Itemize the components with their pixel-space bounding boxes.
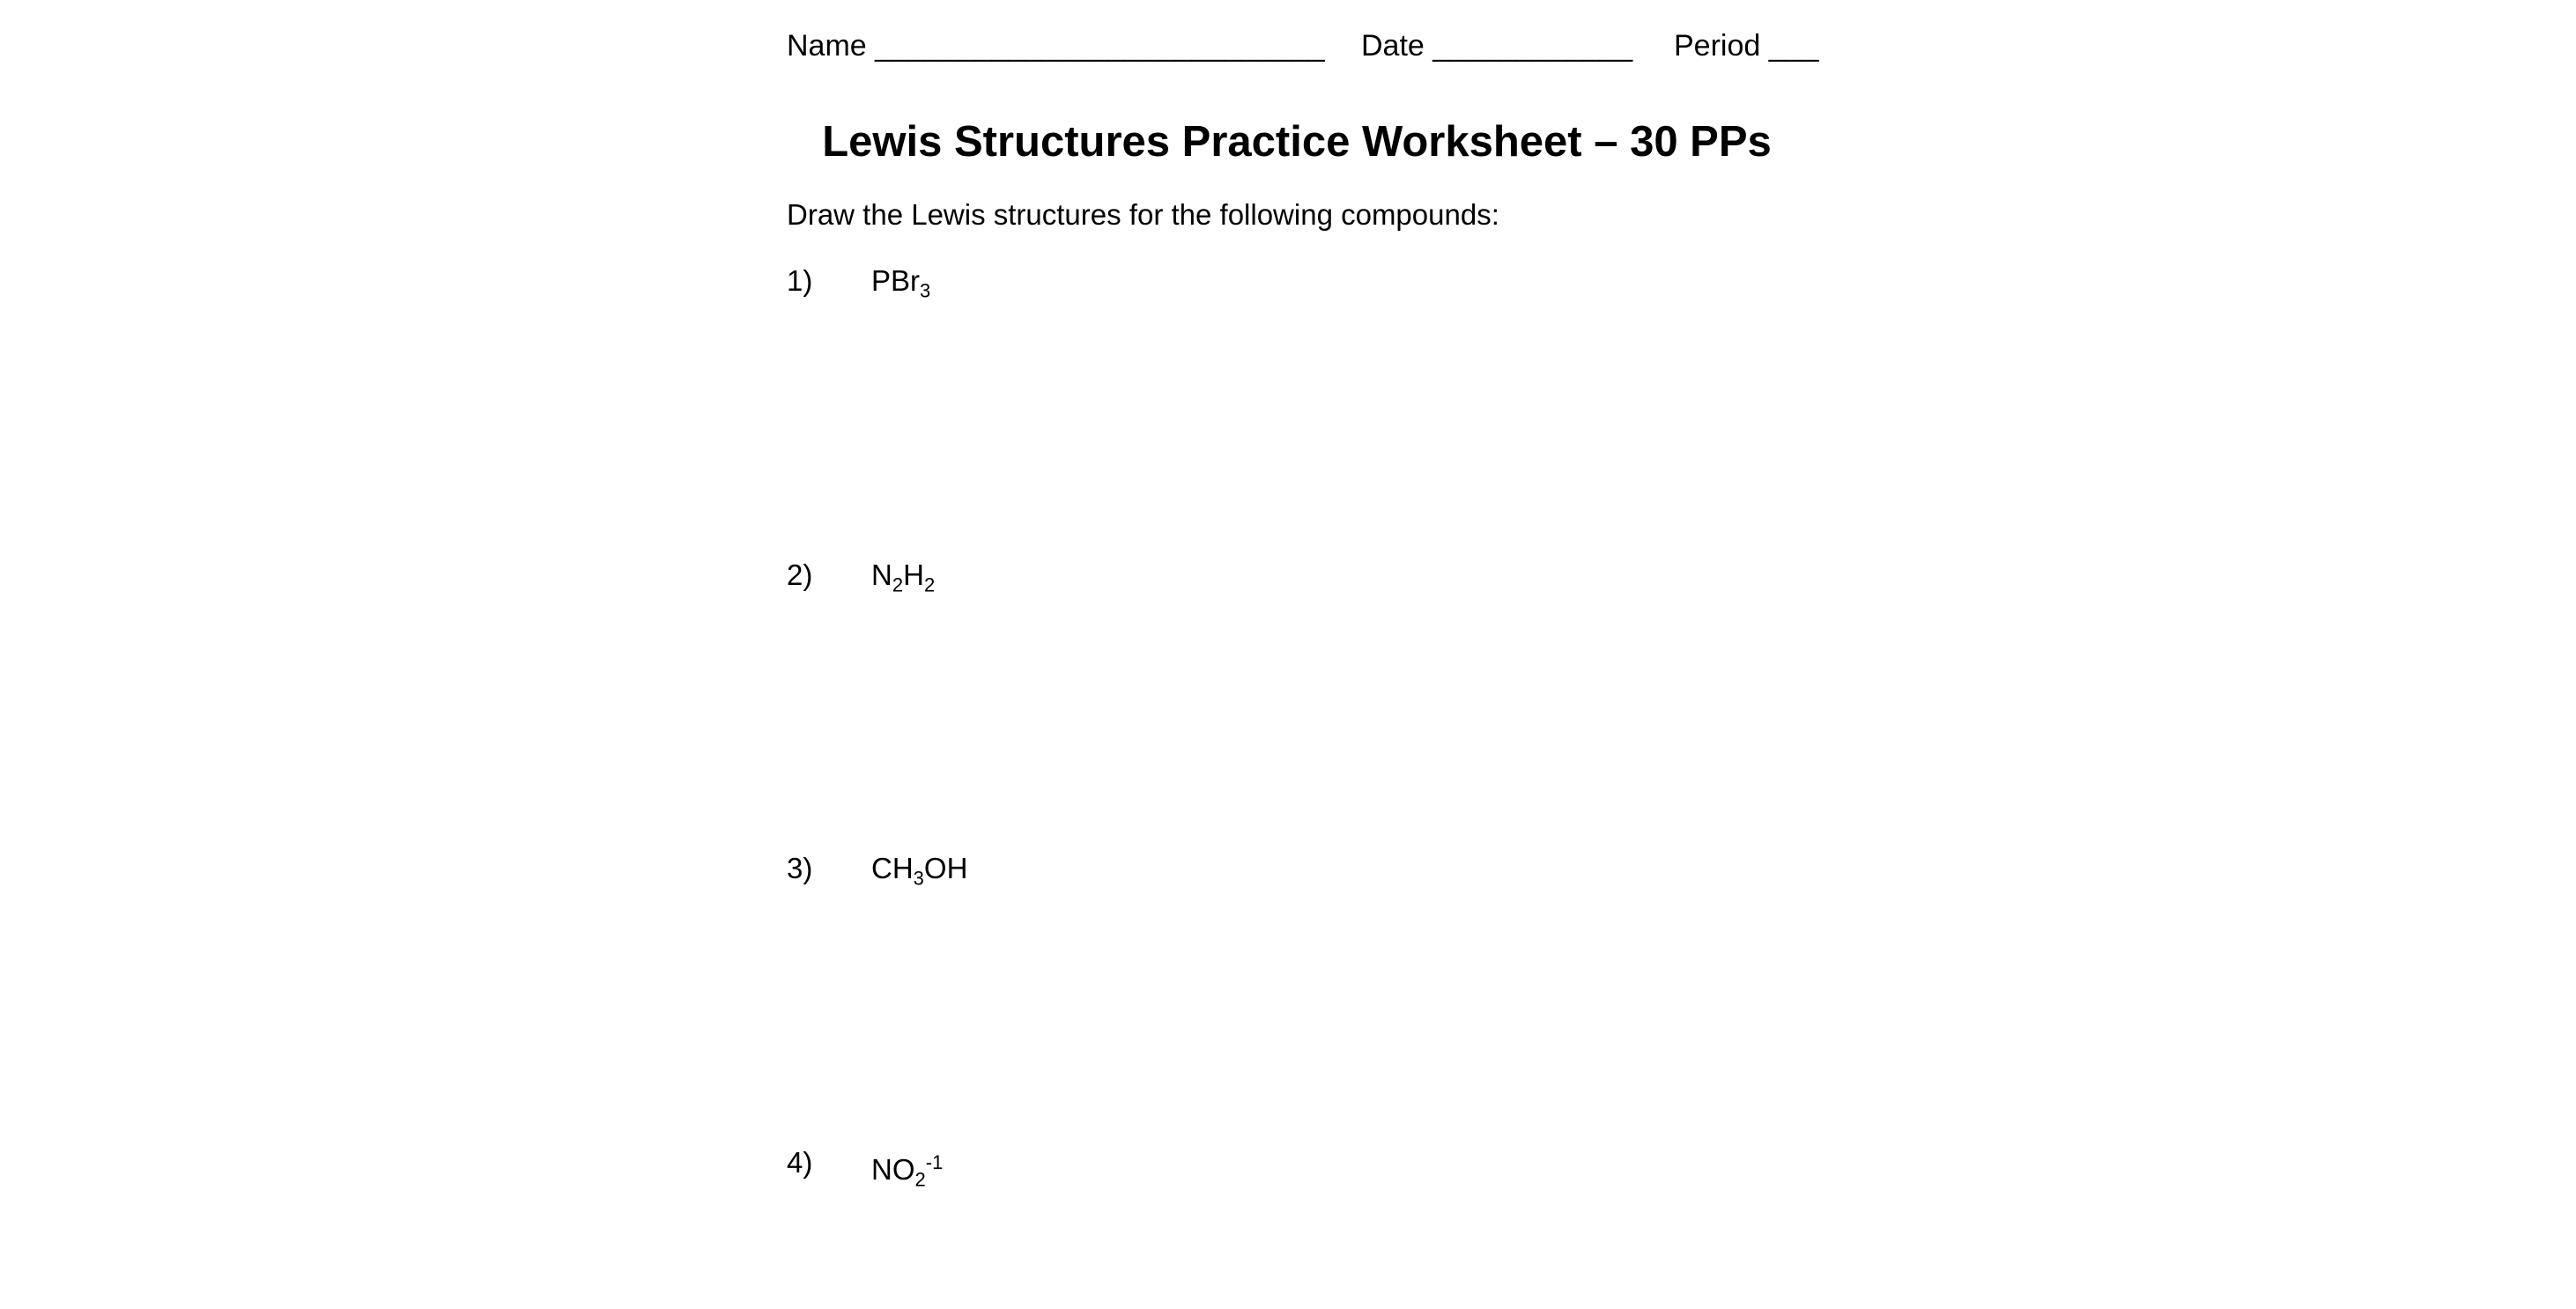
- formula-part: CH: [871, 852, 914, 884]
- formula-part: H: [903, 558, 924, 591]
- instructions-text: Draw the Lewis structures for the following compounds:: [787, 198, 1499, 231]
- formula-part: OH: [923, 852, 968, 884]
- chemical-formula: [871, 847, 967, 900]
- question-number: 4): [787, 1146, 813, 1179]
- formula-subscript: 3: [920, 279, 931, 302]
- question-number: 1): [787, 264, 813, 297]
- worksheet-title-row: [0, 111, 2576, 173]
- formula-subscript: 2: [923, 573, 936, 596]
- formula-part: N: [871, 558, 892, 591]
- formula-part: NO: [871, 1153, 915, 1186]
- chemical-formula: [871, 1142, 943, 1202]
- formula-part: PBr: [871, 264, 921, 297]
- question-number: 2): [787, 558, 813, 591]
- name-field[interactable]: Name ___________________________: [787, 29, 1325, 63]
- worksheet-title: Lewis Structures Practice Worksheet – 30 PPs: [822, 118, 1772, 166]
- period-field[interactable]: Period ___: [1674, 29, 1819, 63]
- formula-subscript: 2: [914, 1168, 926, 1191]
- chemical-formula: [871, 554, 935, 607]
- question-number: 3): [787, 852, 813, 884]
- formula-subscript: 3: [913, 867, 924, 890]
- date-field[interactable]: Date ____________: [1361, 29, 1633, 63]
- chemical-formula: [871, 260, 930, 313]
- formula-subscript: 2: [892, 573, 904, 596]
- formula-charge: -1: [925, 1151, 944, 1173]
